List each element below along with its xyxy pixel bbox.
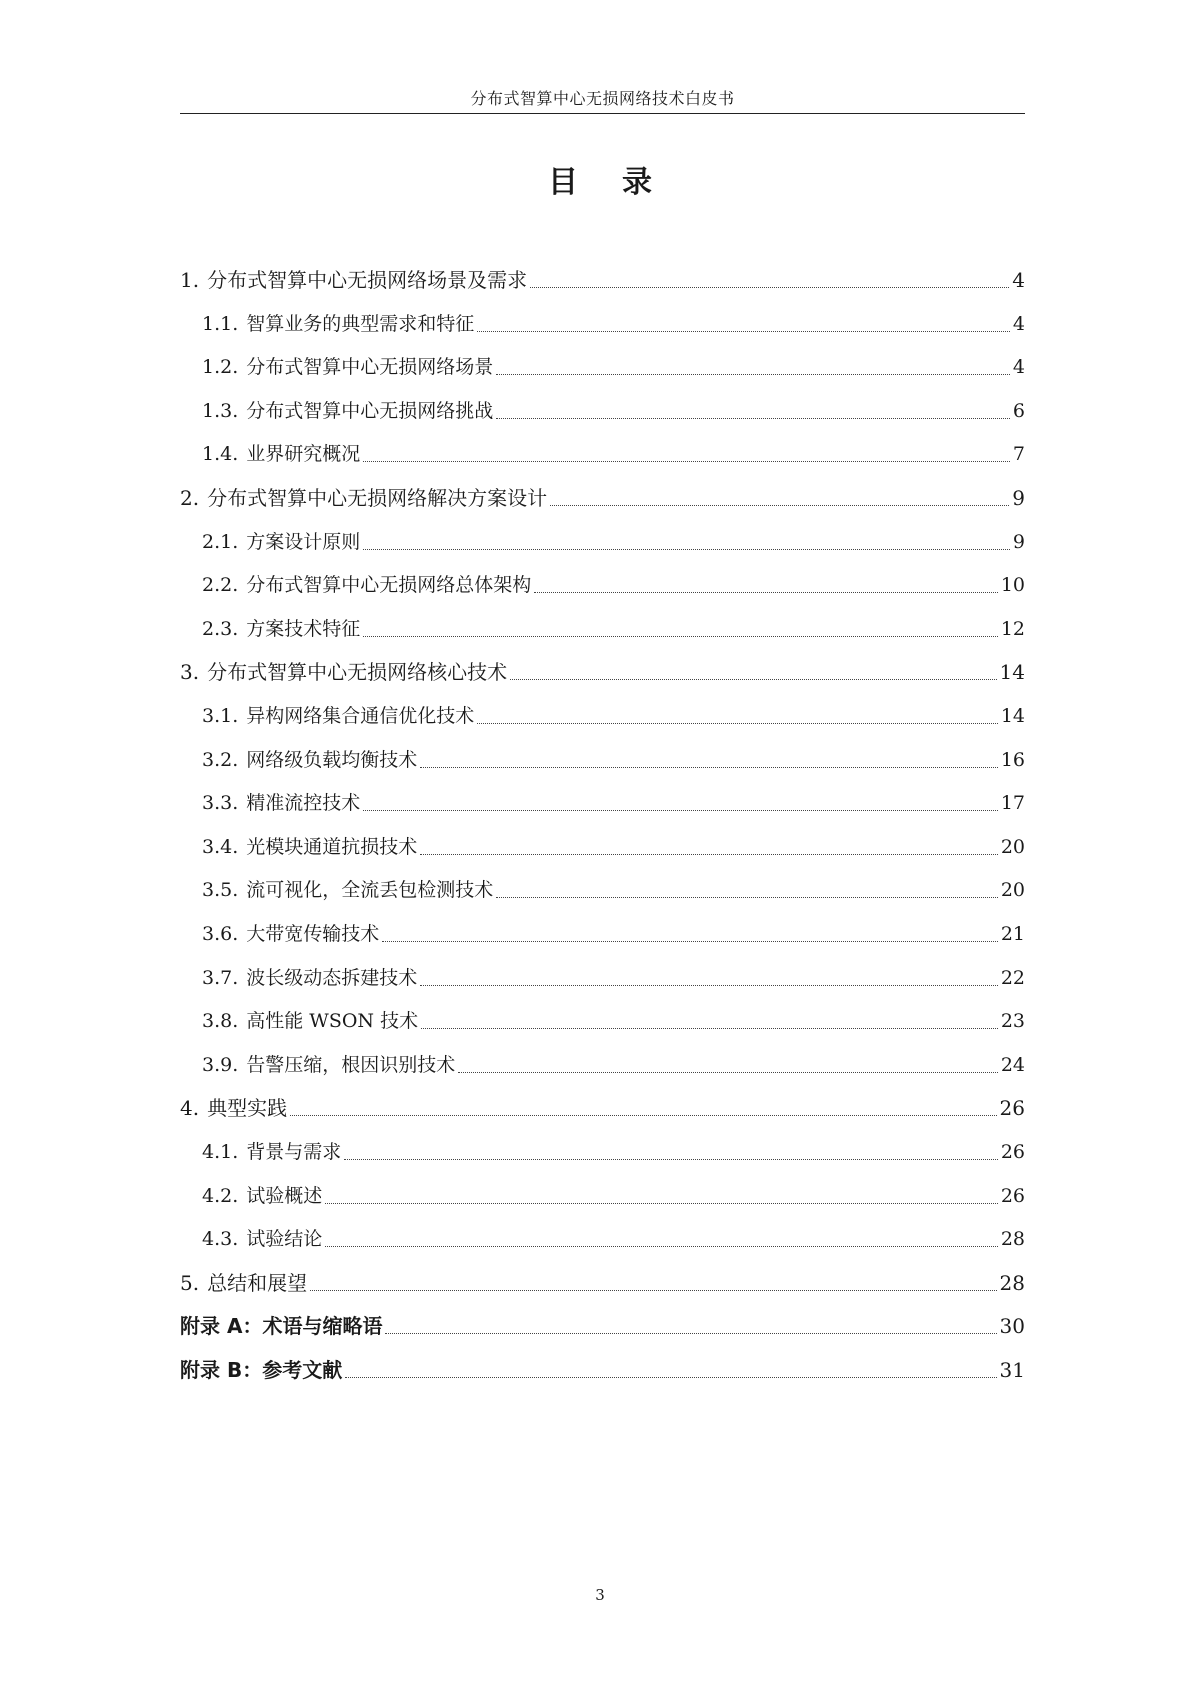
toc-dot-leader bbox=[496, 374, 1010, 375]
toc-entry-number: 3.5. bbox=[202, 879, 239, 902]
toc-entry[interactable] bbox=[180, 304, 1025, 338]
toc-entry-label: 背景与需求 bbox=[246, 1141, 342, 1163]
toc-entry-page: 22 bbox=[1000, 966, 1025, 989]
toc-entry-label: 附录 B：参考文献 bbox=[180, 1358, 343, 1382]
toc-entry[interactable] bbox=[180, 696, 1025, 730]
toc-entry[interactable] bbox=[180, 1263, 1025, 1297]
toc-entry-number: 5. bbox=[180, 1270, 200, 1295]
toc-entry-label: 典型实践 bbox=[207, 1096, 288, 1121]
toc-dot-leader bbox=[382, 941, 998, 942]
toc-dot-leader bbox=[310, 1290, 996, 1291]
toc-entry[interactable] bbox=[180, 478, 1025, 512]
toc-entry-page: 21 bbox=[1000, 923, 1025, 945]
toc-entry-page: 10 bbox=[1000, 574, 1025, 597]
toc-entry-label: 波长级动态拆建技术 bbox=[246, 966, 418, 989]
toc-dot-leader bbox=[325, 1203, 998, 1204]
toc-entry-page: 6 bbox=[1012, 399, 1025, 422]
toc-entry-page: 9 bbox=[1012, 486, 1025, 510]
toc-entry-page: 14 bbox=[1000, 705, 1025, 727]
toc-entry-page: 30 bbox=[999, 1314, 1025, 1339]
toc-entry-number: 3.9. bbox=[202, 1053, 239, 1076]
toc-entry-page: 4 bbox=[1012, 356, 1025, 379]
header-title: 分布式智算中心无损网络技术白皮书 bbox=[470, 89, 735, 108]
toc-entry-page: 20 bbox=[1000, 879, 1025, 902]
toc-dot-leader bbox=[325, 1246, 998, 1247]
toc-entry-number: 3.7. bbox=[202, 966, 239, 989]
toc-entry-label: 分布式智算中心无损网络挑战 bbox=[246, 399, 494, 422]
toc-entry-page: 23 bbox=[1000, 1010, 1025, 1033]
toc-entry-number: 4. bbox=[180, 1096, 200, 1121]
toc-entry[interactable] bbox=[180, 783, 1025, 817]
toc-entry-label: 分布式智算中心无损网络总体架构 bbox=[246, 574, 532, 597]
toc-entry-label: 方案设计原则 bbox=[246, 530, 361, 553]
toc-entry-page: 24 bbox=[1000, 1053, 1025, 1076]
toc-entry-label: 告警压缩，根因识别技术 bbox=[246, 1053, 456, 1076]
toc-entry-label: 网络级负载均衡技术 bbox=[246, 748, 418, 771]
toc-entry-number: 1. bbox=[180, 268, 200, 292]
toc-entry-number: 1.1. bbox=[202, 312, 239, 335]
toc-entry-page: 9 bbox=[1012, 530, 1025, 553]
toc-entry-number: 3.6. bbox=[202, 923, 239, 945]
toc-entry-page: 28 bbox=[1000, 1228, 1025, 1251]
toc-entry-page: 26 bbox=[999, 1096, 1025, 1121]
toc-entry[interactable] bbox=[180, 1219, 1025, 1253]
toc-entry[interactable] bbox=[180, 1088, 1025, 1122]
toc-entry-page: 4 bbox=[1012, 312, 1025, 335]
toc-entry[interactable] bbox=[180, 914, 1025, 948]
toc-entry-number: 2.2. bbox=[202, 574, 239, 597]
toc-entry-number: 4.2. bbox=[202, 1184, 239, 1207]
toc-entry-page: 26 bbox=[1000, 1141, 1025, 1163]
toc-entry-number: 2.3. bbox=[202, 617, 239, 640]
toc-entry-label: 流可视化，全流丢包检测技术 bbox=[246, 879, 494, 902]
toc-dot-leader bbox=[345, 1377, 996, 1378]
toc-dot-leader bbox=[363, 549, 1010, 550]
toc-dot-leader bbox=[385, 1333, 996, 1334]
toc-entry-number: 2. bbox=[180, 486, 200, 510]
toc-entry-label: 光模块通道抗损技术 bbox=[246, 835, 418, 858]
toc-entry[interactable] bbox=[180, 1176, 1025, 1210]
toc-dot-leader bbox=[510, 679, 996, 680]
toc-entry-page: 4 bbox=[1012, 268, 1025, 292]
toc-entry[interactable] bbox=[180, 522, 1025, 556]
toc-entry[interactable] bbox=[180, 1306, 1025, 1340]
toc-entry-label: 总结和展望 bbox=[207, 1270, 308, 1295]
toc-dot-leader bbox=[530, 287, 1009, 288]
toc-entry-page: 7 bbox=[1012, 443, 1025, 466]
toc-entry[interactable] bbox=[180, 609, 1025, 643]
toc-entry[interactable] bbox=[180, 260, 1025, 294]
toc-entry-page: 28 bbox=[999, 1270, 1025, 1295]
page-header bbox=[180, 0, 1025, 114]
toc-entry-number: 1.4. bbox=[202, 443, 239, 466]
toc-dot-leader bbox=[290, 1115, 996, 1116]
toc-entry-label: 分布式智算中心无损网络核心技术 bbox=[207, 660, 508, 685]
toc-dot-leader bbox=[550, 505, 1009, 506]
toc-entry-number: 3.1. bbox=[202, 705, 239, 727]
toc-entry-page: 20 bbox=[1000, 835, 1025, 858]
toc-entry-number: 3.2. bbox=[202, 748, 239, 771]
toc-entry[interactable] bbox=[180, 740, 1025, 774]
toc-dot-leader bbox=[496, 897, 998, 898]
toc-entry-number: 2.1. bbox=[202, 530, 239, 553]
toc-entry[interactable] bbox=[180, 827, 1025, 861]
toc-dot-leader bbox=[477, 331, 1010, 332]
toc-entry-number: 1.2. bbox=[202, 356, 239, 379]
toc-entry-number: 3. bbox=[180, 660, 200, 685]
toc-dot-leader bbox=[458, 1072, 998, 1073]
toc-entry-label: 试验结论 bbox=[246, 1228, 323, 1251]
toc-entry-number: 4.1. bbox=[202, 1141, 239, 1163]
toc-dot-leader bbox=[496, 418, 1010, 419]
toc-dot-leader bbox=[420, 985, 998, 986]
toc-entry[interactable] bbox=[180, 958, 1025, 992]
toc-entry-number: 3.4. bbox=[202, 835, 239, 858]
toc-dot-leader bbox=[421, 1028, 998, 1029]
toc-entry-page: 31 bbox=[999, 1358, 1025, 1382]
toc-entry[interactable] bbox=[180, 1132, 1025, 1166]
page-number: 3 bbox=[595, 1586, 605, 1604]
toc-entry[interactable] bbox=[180, 391, 1025, 425]
toc-entry-label: 精准流控技术 bbox=[246, 792, 361, 815]
toc-entry[interactable] bbox=[180, 870, 1025, 904]
toc-entry-page: 14 bbox=[999, 660, 1025, 685]
toc-entry-label: 智算业务的典型需求和特征 bbox=[246, 312, 475, 335]
toc-entry-number: 1.3. bbox=[202, 399, 239, 422]
toc-title: 目录 bbox=[548, 165, 696, 200]
toc-entry-label: 方案技术特征 bbox=[246, 617, 361, 640]
toc-entry[interactable] bbox=[180, 565, 1025, 599]
toc-entry-page: 17 bbox=[1000, 792, 1025, 815]
toc-dot-leader bbox=[363, 810, 998, 811]
toc-entry-page: 16 bbox=[1000, 748, 1025, 771]
toc-entry[interactable] bbox=[180, 1350, 1025, 1384]
toc-entry[interactable] bbox=[180, 347, 1025, 381]
toc-entry-label: 分布式智算中心无损网络解决方案设计 bbox=[207, 486, 548, 510]
toc-entry-label: 附录 A：术语与缩略语 bbox=[180, 1314, 383, 1339]
toc-entry-label: 高性能 WSON 技术 bbox=[246, 1010, 419, 1033]
toc-entry[interactable] bbox=[180, 652, 1025, 686]
toc-dot-leader bbox=[363, 461, 1010, 462]
toc-entry-number: 4.3. bbox=[202, 1228, 239, 1251]
toc-entry-label: 异构网络集合通信优化技术 bbox=[246, 705, 475, 727]
toc-entry-label: 试验概述 bbox=[246, 1184, 323, 1207]
toc-entry-page: 12 bbox=[1000, 617, 1025, 640]
toc-dot-leader bbox=[363, 636, 998, 637]
toc-entry[interactable] bbox=[180, 1045, 1025, 1079]
toc-entry-label: 大带宽传输技术 bbox=[246, 923, 380, 945]
toc-entry[interactable] bbox=[180, 434, 1025, 468]
toc-entry-page: 26 bbox=[1000, 1184, 1025, 1207]
toc-entry-number: 3.3. bbox=[202, 792, 239, 815]
toc-dot-leader bbox=[477, 723, 998, 724]
toc-dot-leader bbox=[344, 1159, 998, 1160]
toc-entry-number: 3.8. bbox=[202, 1010, 239, 1033]
toc-entry-label: 分布式智算中心无损网络场景 bbox=[246, 356, 494, 379]
toc-dot-leader bbox=[534, 592, 998, 593]
toc-dot-leader bbox=[420, 854, 998, 855]
toc-entry[interactable] bbox=[180, 1001, 1025, 1035]
toc-entry-label: 业界研究概况 bbox=[246, 443, 361, 466]
toc-dot-leader bbox=[420, 767, 998, 768]
toc-entry-label: 分布式智算中心无损网络场景及需求 bbox=[207, 268, 528, 292]
